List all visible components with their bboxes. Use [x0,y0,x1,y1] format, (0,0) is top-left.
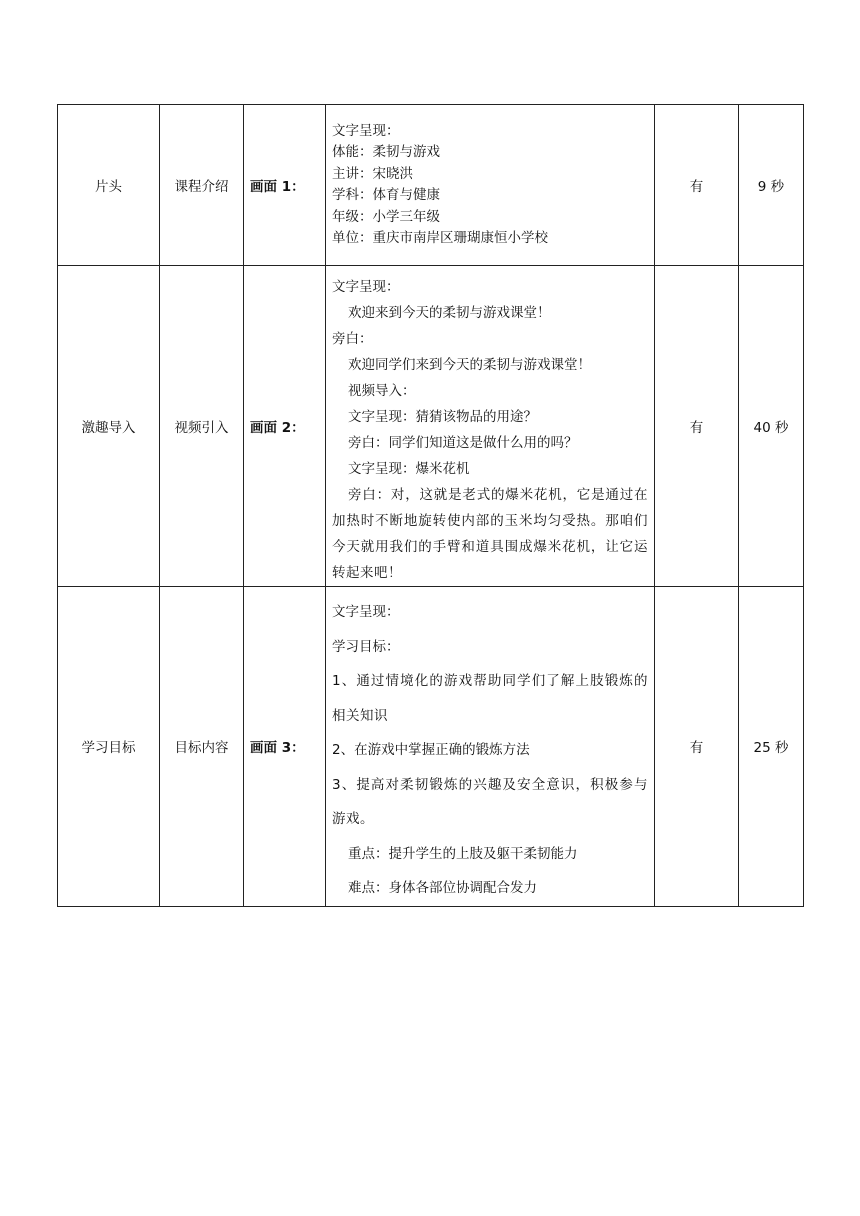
module-cell: 视频引入 [160,266,244,587]
content-line: 文字呈现： [332,122,400,139]
audio-cell: 有 [655,105,739,266]
audio-cell: 有 [655,266,739,587]
content-paragraph: 1、通过情境化的游戏帮助同学们了解上肢锻炼的相关知识 [332,673,648,724]
section-cell: 片头 [58,105,160,266]
content-line: 文字呈现：猜猜该物品的用途？ [348,409,537,425]
content-line: 欢迎同学们来到今天的柔韧与游戏课堂！ [348,357,591,373]
content-paragraph: 3、提高对柔韧锻炼的兴趣及安全意识，积极参与游戏。 [332,776,648,827]
content-line: 文字呈现： [332,604,400,620]
content-line: 难点：身体各部位协调配合发力 [348,880,537,896]
content-line: 文字呈现：爆米花机 [348,461,470,477]
content-line: 单位：重庆市南岸区珊瑚康恒小学校 [332,230,548,246]
table-row [58,587,804,907]
table-row [58,266,804,587]
content-line: 欢迎来到今天的柔韧与游戏课堂！ [348,305,551,321]
screen-cell: 画面 3： [244,587,326,907]
storyboard-table [57,104,804,907]
module-cell: 课程介绍 [160,105,244,266]
content-line: 2、在游戏中掌握正确的锻炼方法 [332,742,530,758]
content-line: 重点：提升学生的上肢及躯干柔韧能力 [348,845,578,862]
audio-cell: 有 [655,587,739,907]
content-line: 学科：体育与健康 [332,187,440,203]
content-line: 体能：柔韧与游戏 [332,144,440,160]
duration-cell: 9 秒 [739,105,804,266]
section-cell: 激趣导入 [58,266,160,587]
module-cell: 目标内容 [160,587,244,907]
table-row [58,105,804,266]
content-cell [326,266,655,587]
content-cell [326,587,655,907]
content-line: 文字呈现： [332,279,400,295]
duration-cell: 25 秒 [739,587,804,907]
content-paragraph: 旁白：对，这就是老式的爆米花机，它是通过在加热时不断地旋转使内部的玉米均匀受热。那咱们今天就用我们的手臂和道具围成爆米花机，让它运转起来吧！ [332,487,648,581]
content-line: 旁白：同学们知道这是做什么用的吗？ [348,435,578,451]
content-line: 年级：小学三年级 [332,208,440,225]
duration-cell: 40 秒 [739,266,804,587]
content-line: 主讲：宋晓洪 [332,165,413,182]
content-line: 学习目标： [332,638,400,655]
content-cell [326,105,655,266]
content-line: 旁白： [332,331,373,347]
screen-cell: 画面 2： [244,266,326,587]
screen-cell: 画面 1： [244,105,326,266]
content-line: 视频导入： [348,383,416,399]
section-cell: 学习目标 [58,587,160,907]
